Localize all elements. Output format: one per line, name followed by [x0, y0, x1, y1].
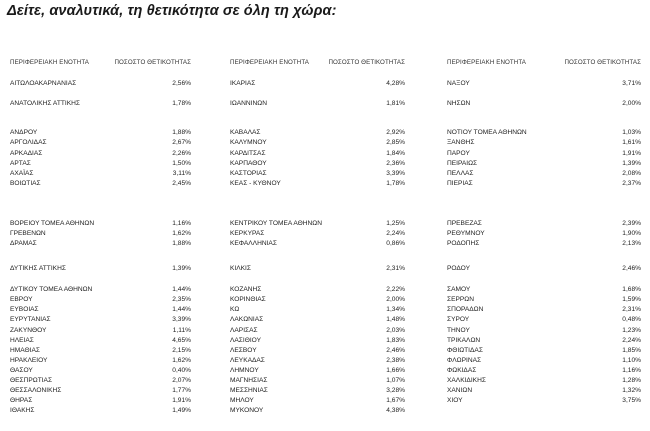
- region-name: ΛΕΣΒΟΥ: [230, 347, 257, 354]
- region-name: ΘΕΣΣΑΛΟΝΙΚΗΣ: [10, 387, 62, 394]
- region-name: ΜΗΛΟΥ: [230, 397, 254, 404]
- positivity-value: 1,59%: [622, 296, 641, 303]
- positivity-value: 4,28%: [386, 80, 405, 87]
- column-header-percent: ΠΟΣΟΣΤΟ ΘΕΤΙΚΟΤΗΤΑΣ: [564, 59, 641, 66]
- region-name: ΕΒΡΟΥ: [10, 296, 33, 303]
- positivity-value: 2,31%: [386, 265, 405, 272]
- positivity-value: 2,00%: [386, 296, 405, 303]
- positivity-value: 2,39%: [622, 220, 641, 227]
- positivity-value: 2,24%: [622, 337, 641, 344]
- region-name: ΗΡΑΚΛΕΙΟΥ: [10, 357, 48, 364]
- positivity-value: 1,88%: [172, 240, 191, 247]
- region-name: ΗΜΑΘΙΑΣ: [10, 347, 40, 354]
- positivity-value: 2,45%: [172, 180, 191, 187]
- region-name: ΗΛΕΙΑΣ: [10, 337, 34, 344]
- region-name: ΚΕΦΑΛΛΗΝΙΑΣ: [230, 240, 277, 247]
- region-name: ΣΑΜΟΥ: [447, 286, 471, 293]
- region-name: ΖΑΚΥΝΘΟΥ: [10, 327, 47, 334]
- region-name: ΔΡΑΜΑΣ: [10, 240, 37, 247]
- positivity-value: 1,23%: [622, 327, 641, 334]
- positivity-value: 1,67%: [386, 397, 405, 404]
- positivity-value: 1,07%: [386, 377, 405, 384]
- positivity-value: 0,40%: [172, 367, 191, 374]
- positivity-value: 1,68%: [622, 286, 641, 293]
- region-name: ΑΡΚΑΔΙΑΣ: [10, 150, 43, 157]
- positivity-value: 1,91%: [622, 150, 641, 157]
- region-name: ΡΟΔΟΠΗΣ: [447, 240, 480, 247]
- region-name: ΧΑΛΚΙΔΙΚΗΣ: [447, 377, 486, 384]
- region-name: ΤΡΙΚΑΛΩΝ: [447, 337, 481, 344]
- positivity-value: 2,00%: [622, 100, 641, 107]
- region-name: ΚΑΡΔΙΤΣΑΣ: [230, 150, 266, 157]
- positivity-value: 2,07%: [172, 377, 191, 384]
- region-name: ΑΡΤΑΣ: [10, 160, 31, 167]
- positivity-value: 1,90%: [622, 230, 641, 237]
- positivity-value: 0,48%: [622, 316, 641, 323]
- positivity-value: 1,77%: [172, 387, 191, 394]
- positivity-value: 2,22%: [386, 286, 405, 293]
- positivity-value: 1,83%: [386, 337, 405, 344]
- column-header-region: ΠΕΡΙΦΕΡΕΙΑΚΗ ΕΝΟΤΗΤΑ: [447, 59, 527, 66]
- column-header-region: ΠΕΡΙΦΕΡΕΙΑΚΗ ΕΝΟΤΗΤΑ: [10, 59, 90, 66]
- region-name: ΘΕΣΠΡΩΤΙΑΣ: [10, 377, 53, 384]
- region-name: ΚΟΡΙΝΘΙΑΣ: [230, 296, 266, 303]
- positivity-value: 2,35%: [172, 296, 191, 303]
- positivity-value: 3,39%: [386, 170, 405, 177]
- positivity-value: 1,88%: [172, 129, 191, 136]
- positivity-value: 2,38%: [386, 357, 405, 364]
- positivity-value: 2,92%: [386, 129, 405, 136]
- positivity-value: 1,32%: [622, 387, 641, 394]
- column-header-percent: ΠΟΣΟΣΤΟ ΘΕΤΙΚΟΤΗΤΑΣ: [328, 59, 405, 66]
- positivity-value: 2,15%: [172, 347, 191, 354]
- positivity-value: 1,49%: [172, 407, 191, 414]
- region-name: ΑΙΤΩΛΟΑΚΑΡΝΑΝΙΑΣ: [10, 80, 77, 87]
- region-name: ΚΕΑΣ - ΚΥΘΝΟΥ: [230, 180, 281, 187]
- page-heading: Δείτε, αναλυτικά, τη θετικότητα σε όλη τη χώρα:: [7, 3, 337, 19]
- positivity-value: 2,67%: [172, 139, 191, 146]
- region-name: ΠΙΕΡΙΑΣ: [447, 180, 473, 187]
- region-name: ΜΕΣΣΗΝΙΑΣ: [230, 387, 268, 394]
- positivity-value: 4,38%: [386, 407, 405, 414]
- positivity-value: 1,16%: [622, 367, 641, 374]
- column-header-percent: ΠΟΣΟΣΤΟ ΘΕΤΙΚΟΤΗΤΑΣ: [114, 59, 191, 66]
- region-name: ΛΕΥΚΑΔΑΣ: [230, 357, 265, 364]
- positivity-value: 1,03%: [622, 129, 641, 136]
- positivity-value: 1,39%: [622, 160, 641, 167]
- region-name: ΧΙΟΥ: [447, 397, 463, 404]
- positivity-value: 1,11%: [172, 327, 191, 334]
- positivity-value: 2,08%: [622, 170, 641, 177]
- positivity-value: 1,25%: [386, 220, 405, 227]
- region-name: ΧΑΝΙΩΝ: [447, 387, 473, 394]
- region-name: ΜΥΚΟΝΟΥ: [230, 407, 264, 414]
- positivity-value: 3,28%: [386, 387, 405, 394]
- positivity-value: 1,84%: [386, 150, 405, 157]
- region-name: ΑΧΑΪΑΣ: [10, 170, 34, 177]
- region-name: ΜΑΓΝΗΣΙΑΣ: [230, 377, 268, 384]
- positivity-value: 2,24%: [386, 230, 405, 237]
- region-name: ΕΥΡΥΤΑΝΙΑΣ: [10, 316, 51, 323]
- positivity-value: 4,65%: [172, 337, 191, 344]
- region-name: ΣΠΟΡΑΔΩΝ: [447, 306, 484, 313]
- positivity-value: 1,16%: [172, 220, 191, 227]
- region-name: ΝΑΞΟΥ: [447, 80, 470, 87]
- positivity-value: 1,10%: [622, 357, 641, 364]
- positivity-value: 1,78%: [172, 100, 191, 107]
- region-name: ΡΕΘΥΜΝΟΥ: [447, 230, 485, 237]
- positivity-value: 1,48%: [386, 316, 405, 323]
- positivity-value: 1,62%: [172, 230, 191, 237]
- positivity-value: 1,91%: [172, 397, 191, 404]
- region-name: ΦΛΩΡΙΝΑΣ: [447, 357, 482, 364]
- region-name: ΚΕΡΚΥΡΑΣ: [230, 230, 265, 237]
- region-name: ΒΟΡΕΙΟΥ ΤΟΜΕΑ ΑΘΗΝΩΝ: [10, 220, 95, 227]
- region-name: ΤΗΝΟΥ: [447, 327, 470, 334]
- region-name: ΚΩ: [230, 306, 240, 313]
- region-name: ΚΑΒΑΛΑΣ: [230, 129, 261, 136]
- positivity-value: 1,85%: [622, 347, 641, 354]
- positivity-value: 2,56%: [172, 80, 191, 87]
- positivity-value: 2,36%: [386, 160, 405, 167]
- region-name: ΡΟΔΟΥ: [447, 265, 470, 272]
- positivity-value: 1,78%: [386, 180, 405, 187]
- positivity-value: 1,81%: [386, 100, 405, 107]
- region-name: ΙΚΑΡΙΑΣ: [230, 80, 256, 87]
- positivity-value: 1,66%: [386, 367, 405, 374]
- positivity-value: 2,03%: [386, 327, 405, 334]
- region-name: ΛΑΡΙΣΑΣ: [230, 327, 258, 334]
- region-name: ΝΟΤΙΟΥ ΤΟΜΕΑ ΑΘΗΝΩΝ: [447, 129, 527, 136]
- positivity-value: 1,50%: [172, 160, 191, 167]
- positivity-value: 3,75%: [622, 397, 641, 404]
- region-name: ΑΡΓΟΛΙΔΑΣ: [10, 139, 47, 146]
- region-name: ΔΥΤΙΚΟΥ ΤΟΜΕΑ ΑΘΗΝΩΝ: [10, 286, 93, 293]
- region-name: ΚΑΡΠΑΘΟΥ: [230, 160, 267, 167]
- region-name: ΛΗΜΝΟΥ: [230, 367, 259, 374]
- region-name: ΦΩΚΙΔΑΣ: [447, 367, 477, 374]
- region-name: ΘΑΣΟΥ: [10, 367, 33, 374]
- region-name: ΓΡΕΒΕΝΩΝ: [10, 230, 46, 237]
- positivity-value: 1,28%: [622, 377, 641, 384]
- positivity-value: 2,26%: [172, 150, 191, 157]
- region-name: ΠΡΕΒΕΖΑΣ: [447, 220, 482, 227]
- region-name: ΒΟΙΩΤΙΑΣ: [10, 180, 41, 187]
- positivity-value: 2,85%: [386, 139, 405, 146]
- region-name: ΚΕΝΤΡΙΚΟΥ ΤΟΜΕΑ ΑΘΗΝΩΝ: [230, 220, 322, 227]
- positivity-value: 3,11%: [172, 170, 191, 177]
- positivity-value: 3,71%: [622, 80, 641, 87]
- region-name: ΚΑΛΥΜΝΟΥ: [230, 139, 267, 146]
- positivity-value: 2,46%: [622, 265, 641, 272]
- positivity-value: 2,37%: [622, 180, 641, 187]
- region-name: ΕΥΒΟΙΑΣ: [10, 306, 39, 313]
- positivity-value: 2,31%: [622, 306, 641, 313]
- region-name: ΚΑΣΤΟΡΙΑΣ: [230, 170, 267, 177]
- region-name: ΣΥΡΟΥ: [447, 316, 470, 323]
- positivity-value: 1,39%: [172, 265, 191, 272]
- positivity-value: 1,44%: [172, 306, 191, 313]
- region-name: ΚΟΖΑΝΗΣ: [230, 286, 262, 293]
- region-name: ΣΕΡΡΩΝ: [447, 296, 474, 303]
- positivity-value: 0,86%: [386, 240, 405, 247]
- region-name: ΠΑΡΟΥ: [447, 150, 470, 157]
- region-name: ΚΙΛΚΙΣ: [230, 265, 251, 272]
- region-name: ΙΩΑΝΝΙΝΩΝ: [230, 100, 267, 107]
- region-name: ΞΑΝΘΗΣ: [447, 139, 475, 146]
- region-name: ΠΕΙΡΑΙΩΣ: [447, 160, 478, 167]
- region-name: ΦΘΙΩΤΙΔΑΣ: [447, 347, 483, 354]
- region-name: ΝΗΣΩΝ: [447, 100, 471, 107]
- positivity-value: 2,13%: [622, 240, 641, 247]
- region-name: ΛΑΣΙΘΙΟΥ: [230, 337, 261, 344]
- column-header-region: ΠΕΡΙΦΕΡΕΙΑΚΗ ΕΝΟΤΗΤΑ: [230, 59, 310, 66]
- region-name: ΠΕΛΛΑΣ: [447, 170, 474, 177]
- region-name: ΑΝΑΤΟΛΙΚΗΣ ΑΤΤΙΚΗΣ: [10, 100, 80, 107]
- positivity-value: 3,39%: [172, 316, 191, 323]
- region-name: ΘΗΡΑΣ: [10, 397, 33, 404]
- positivity-value: 1,34%: [386, 306, 405, 313]
- positivity-value: 1,62%: [172, 357, 191, 364]
- region-name: ΑΝΔΡΟΥ: [10, 129, 38, 136]
- positivity-value: 2,46%: [386, 347, 405, 354]
- positivity-value: 1,61%: [622, 139, 641, 146]
- positivity-value: 1,44%: [172, 286, 191, 293]
- region-name: ΔΥΤΙΚΗΣ ΑΤΤΙΚΗΣ: [10, 265, 66, 272]
- region-name: ΙΘΑΚΗΣ: [10, 407, 35, 414]
- region-name: ΛΑΚΩΝΙΑΣ: [230, 316, 264, 323]
